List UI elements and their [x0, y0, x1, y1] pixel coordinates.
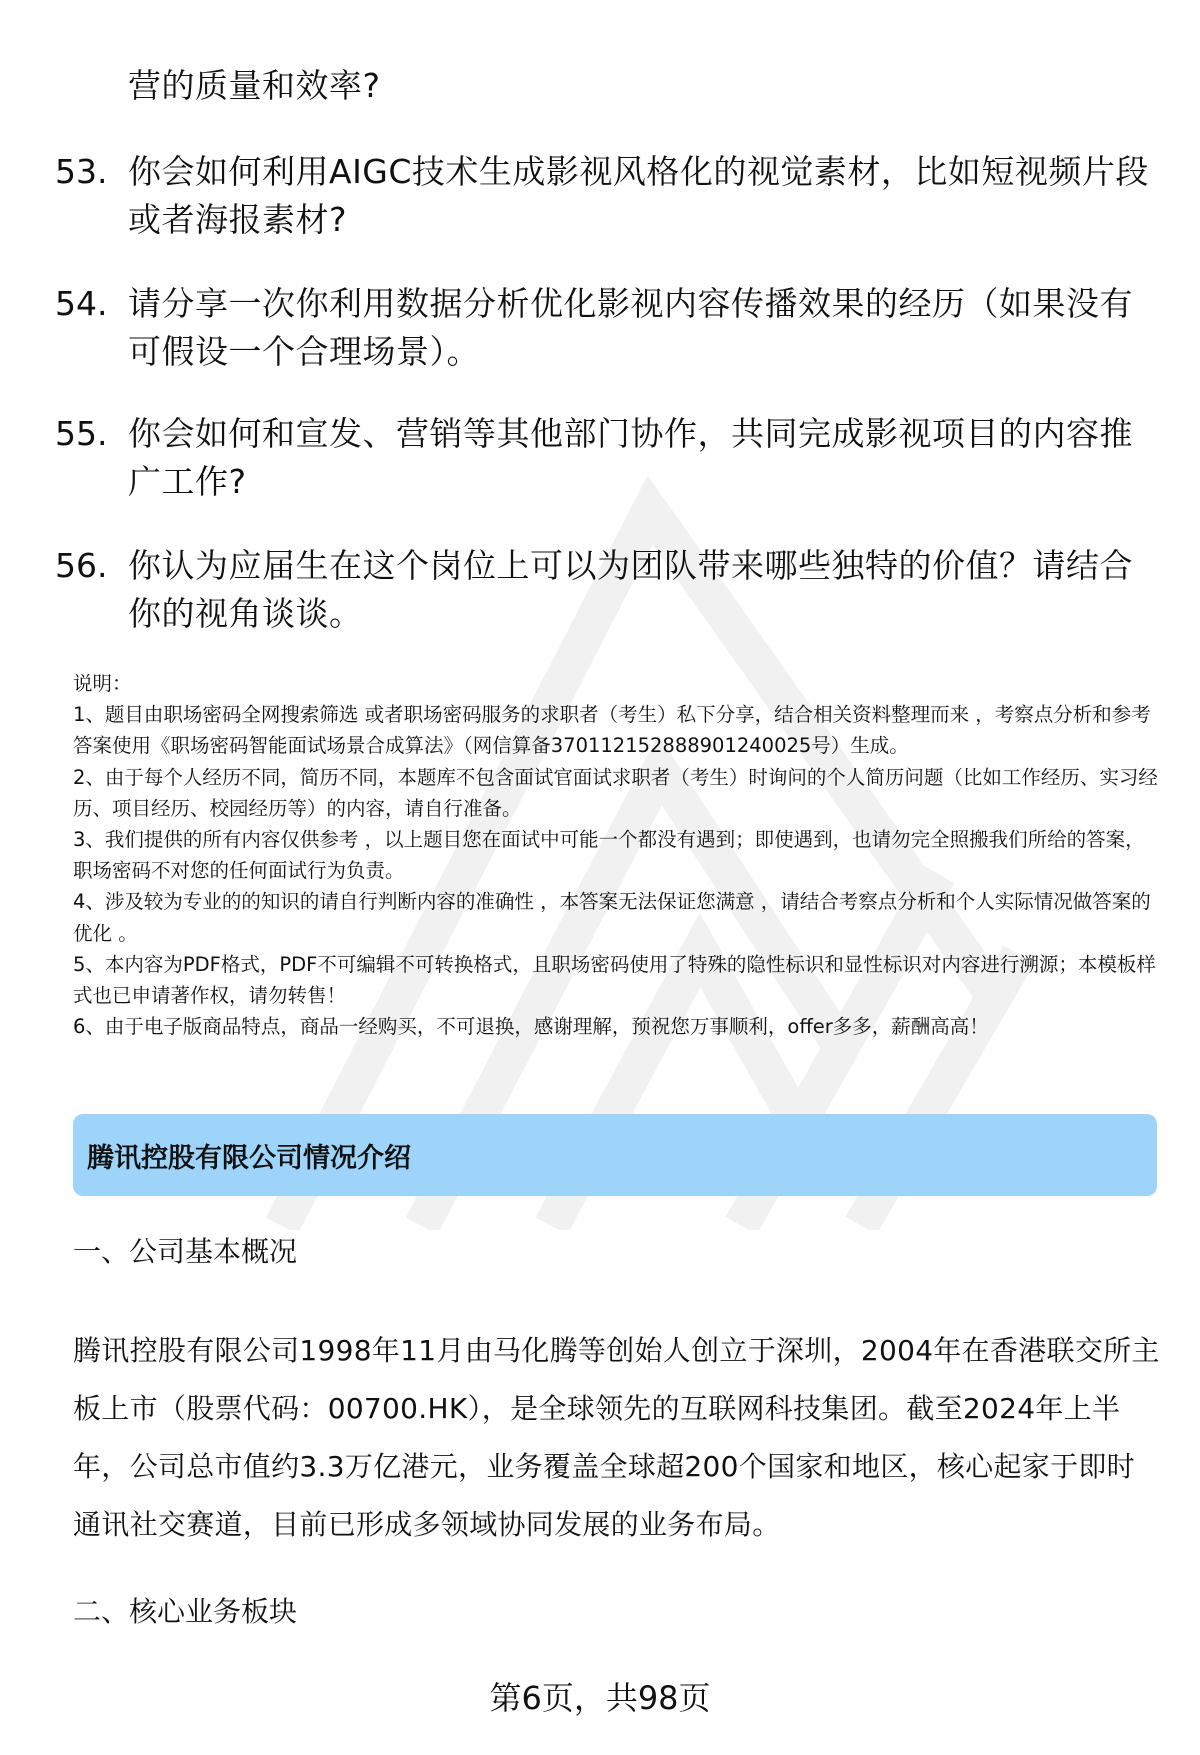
question-number: 53. — [55, 152, 108, 191]
note-item: 1、题目由职场密码全网搜索筛选 或者职场密码服务的求职者（考生）私下分享，结合相关资料整理而来 ，考察点分析和参考答案使用《职场密码智能面试场景合成算法》（网信算备370112152888901240025号）生成。 — [73, 703, 1151, 758]
page-number: 第6页，共98页 — [489, 1679, 711, 1717]
question-56 — [55, 542, 1165, 638]
section-heading-business: 二、核心业务板块 — [73, 1595, 298, 1628]
question-number: 54. — [55, 284, 108, 323]
overview-paragraph: 腾讯控股有限公司1998年11月由马化腾等创始人创立于深圳，2004年在香港联交所主板上市（股票代码：00700.HK），是全球领先的互联网科技集团。截至2024年上半年，公司总市值约3.3万亿港元，业务覆盖全球超200个国家和地区，核心起家于即时通讯社交赛道，目前已形成多领域协同发展的业务布局。 — [73, 1334, 1160, 1541]
notes-section — [73, 668, 1163, 1042]
note-item: 3、我们提供的所有内容仅供参考 ，以上题目您在面试中可能一个都没有遇到；即使遇到，也请勿完全照搬我们所给的答案，职场密码不对您的任何面试行为负责。 — [73, 828, 1145, 883]
note-item: 6、由于电子版商品特点，商品一经购买，不可退换，感谢理解，预祝您万事顺利，offer多多，薪酬高高！ — [73, 1015, 989, 1039]
question-text: 你会如何利用AIGC技术生成影视风格化的视觉素材，比如短视频片段或者海报素材? — [128, 152, 1149, 239]
note-item: 5、本内容为PDF格式，PDF不可编辑不可转换格式，且职场密码使用了特殊的隐性标识和显性标识对内容进行溯源；本模板样式也已申请著作权，请勿转售！ — [73, 952, 1156, 1008]
question-number: 56. — [55, 546, 108, 585]
question-text: 你会如何和宣发、营销等其他部门协作，共同完成影视项目的内容推广工作? — [128, 414, 1133, 501]
question-number: 55. — [55, 414, 108, 453]
question-53 — [55, 148, 1165, 244]
section-heading-overview: 一、公司基本概况 — [73, 1235, 298, 1268]
banner-title: 腾讯控股有限公司情况介绍 — [87, 1143, 411, 1174]
question-54 — [55, 280, 1165, 376]
question-text: 你认为应届生在这个岗位上可以为团队带来哪些独特的价值？请结合你的视角谈谈。 — [128, 546, 1133, 633]
note-item: 4、涉及较为专业的的知识的请自行判断内容的准确性 ，本答案无法保证您满意 ，请结合考察点分析和个人实际情况做答案的优化 。 — [73, 890, 1151, 945]
question-55 — [55, 410, 1165, 506]
company-intro-banner — [73, 1114, 1157, 1196]
notes-title: 说明： — [73, 672, 132, 695]
question-text: 请分享一次你利用数据分析优化影视内容传播效果的经历（如果没有可假设一个合理场景）。 — [128, 284, 1133, 371]
question-continuation: 营的质量和效率? — [128, 66, 381, 105]
note-item: 2、由于每个人经历不同，简历不同，本题库不包含面试官面试求职者（考生）时询问的个人简历问题（比如工作经历、实习经历、项目经历、校园经历等）的内容，请自行准备。 — [73, 765, 1158, 820]
